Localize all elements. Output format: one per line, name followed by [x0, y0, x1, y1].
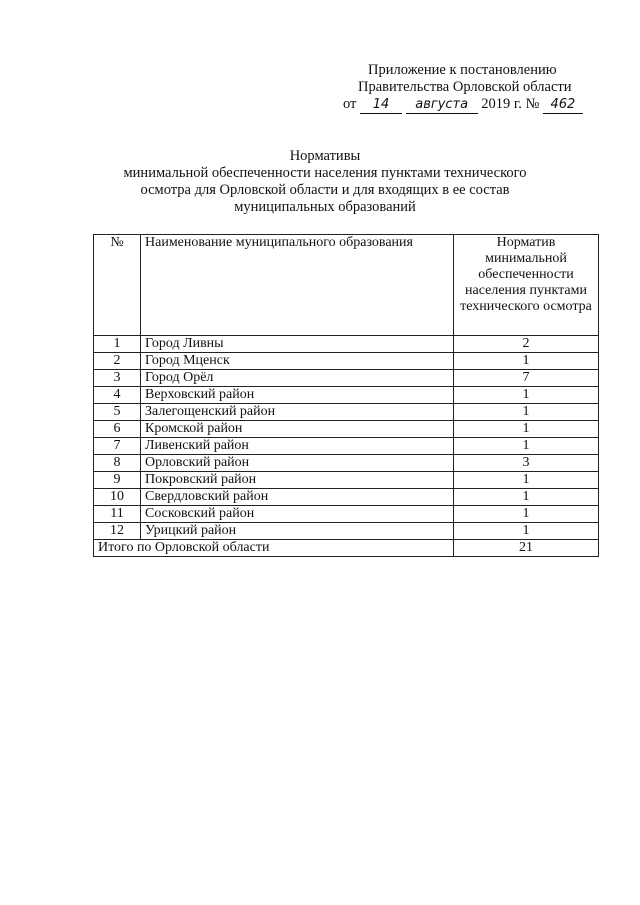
appendix-line-2: Правительства Орловской области	[358, 79, 572, 95]
total-row	[94, 540, 599, 557]
row-norm-value: 1	[454, 353, 599, 370]
table-row	[94, 404, 599, 421]
table-row	[94, 523, 599, 540]
row-number: 1	[94, 336, 141, 353]
row-municipality: Сосковский район	[141, 506, 454, 523]
row-norm-value: 3	[454, 455, 599, 472]
row-municipality: Залегощенский район	[141, 404, 454, 421]
row-number: 5	[94, 404, 141, 421]
title-line-1: Нормативы	[289, 148, 361, 164]
handwritten-month: августа	[406, 96, 478, 114]
appendix-block	[340, 62, 600, 114]
appendix-line-1: Приложение к постановлению	[368, 62, 557, 78]
row-number: 4	[94, 387, 141, 404]
row-norm-value: 1	[454, 404, 599, 421]
row-norm-value: 1	[454, 506, 599, 523]
table-row	[94, 336, 599, 353]
header-municipality: Наименование муниципального образования	[141, 235, 454, 336]
header-number: №	[94, 235, 141, 336]
row-municipality: Город Орёл	[141, 370, 454, 387]
row-norm-value: 1	[454, 472, 599, 489]
table-row	[94, 353, 599, 370]
row-norm-value: 1	[454, 438, 599, 455]
table-row	[94, 472, 599, 489]
total-label: Итого по Орловской области	[94, 540, 454, 557]
row-number: 3	[94, 370, 141, 387]
handwritten-number: 462	[543, 96, 583, 114]
row-norm-value: 1	[454, 421, 599, 438]
row-number: 11	[94, 506, 141, 523]
row-norm-value: 1	[454, 489, 599, 506]
row-municipality: Город Ливны	[141, 336, 454, 353]
row-norm-value: 1	[454, 387, 599, 404]
row-municipality: Ливенский район	[141, 438, 454, 455]
row-number: 8	[94, 455, 141, 472]
row-number: 10	[94, 489, 141, 506]
row-norm-value: 2	[454, 336, 599, 353]
table-row	[94, 506, 599, 523]
row-norm-value: 7	[454, 370, 599, 387]
row-number: 6	[94, 421, 141, 438]
row-number: 12	[94, 523, 141, 540]
row-norm-value: 1	[454, 523, 599, 540]
table-row	[94, 421, 599, 438]
table-row	[94, 370, 599, 387]
table-header-row	[94, 235, 599, 336]
title-line-2: минимальной обеспеченности населения пунктами технического	[123, 165, 527, 181]
row-municipality: Город Мценск	[141, 353, 454, 370]
header-norm: Норматив минимальной обеспеченности населения пунктами технического осмотра	[454, 235, 599, 336]
row-municipality: Покровский район	[141, 472, 454, 489]
from-label: от	[343, 96, 357, 112]
year-text: 2019 г. №	[481, 96, 540, 112]
appendix-date-line	[340, 96, 600, 114]
row-municipality: Кромской район	[141, 421, 454, 438]
norms-table	[93, 234, 599, 557]
table-row	[94, 387, 599, 404]
table-row	[94, 455, 599, 472]
handwritten-day: 14	[360, 96, 402, 114]
row-municipality: Орловский район	[141, 455, 454, 472]
row-municipality: Свердловский район	[141, 489, 454, 506]
table-row	[94, 489, 599, 506]
title-line-4: муниципальных образований	[234, 199, 416, 215]
row-municipality: Урицкий район	[141, 523, 454, 540]
title-line-3: осмотра для Орловской области и для входящих в ее состав	[140, 182, 510, 198]
row-municipality: Верховский район	[141, 387, 454, 404]
row-number: 9	[94, 472, 141, 489]
total-value: 21	[454, 540, 599, 557]
row-number: 2	[94, 353, 141, 370]
row-number: 7	[94, 438, 141, 455]
table-row	[94, 438, 599, 455]
document-title	[120, 148, 530, 216]
